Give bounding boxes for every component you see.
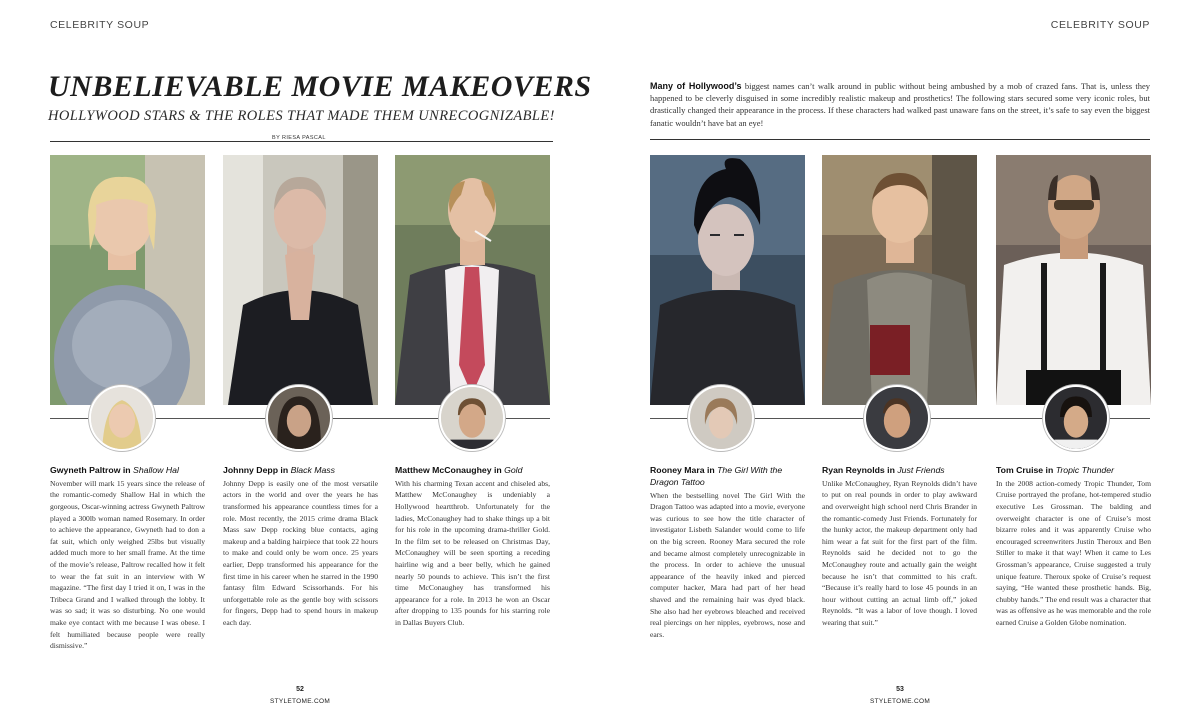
byline: BY RIESA PASCAL: [272, 135, 326, 141]
actor-name: Johnny Depp in: [223, 465, 291, 475]
page-number-right: 53: [896, 686, 904, 693]
film-title: Black Mass: [290, 465, 335, 475]
profile-johnny-depp: [223, 465, 378, 629]
profile-body: When the bestselling novel The Girl With the Dragon Tattoo was adapted into a movie, everyone was curious to see how the title character of investigator Lisbeth Salander would come to life on the big screen. Rooney Mara secured the role and became almost completely unrecognizable in the process. In order to achieve the unusual appearance of the heavily inked and pierced computer hacker, Mara had part of her head shaved and the remaining hair was dyed black. She also had her eyebrows bleached and received real piercings on her nipples, eyebrows, nose and ears.: [650, 490, 805, 639]
avatar-ryan-reynolds: [864, 385, 930, 451]
avatar-matthew-mcconaughey: [439, 385, 505, 451]
article-subtitle: HOLLYWOOD STARS & THE ROLES THAT MADE THEM UNRECOGNIZABLE!: [48, 108, 555, 124]
photo-johnny-depp: [223, 155, 378, 405]
profile-heading: [395, 465, 550, 477]
section-label-right: CELEBRITY SOUP: [1050, 19, 1150, 31]
header-rule-right: [650, 139, 1150, 140]
intro-paragraph: [650, 80, 1150, 129]
profile-body: In the 2008 action-comedy Tropic Thunder, Tom Cruise portrayed the profane, hot-tempered studio executive Les Grossman. The balding and overweight character is one of Cruise’s most bizarre roles and it was apparently Cruise who encouraged screenwriters Justin Theroux and Ben Stiller to make it that way! When it came to Les Grossman’s appearance, Cruise suggested a truly unique feature. Theroux spoke of Cruise’s request saying, “He wanted these prosthetic hands. Big, chubby hands.” The end result was a character that was as offensive as he was memorable and the role earned Cruise a Golden Globe nomination.: [996, 478, 1151, 627]
site-name-right: STYLETOME.COM: [869, 698, 931, 705]
section-label-left: CELEBRITY SOUP: [50, 19, 150, 31]
profile-body: November will mark 15 years since the release of the romantic-comedy Shallow Hal in which the gorgeous, Oscar-winning actress Gwyneth Paltrow played a 300lb woman named Rosemary. In order to achieve the appearance, Gwyneth had to don a fat suit, which only weighed 25lbs but visually added much more to her small frame. At the time of the movie’s release, Paltrow recalled how it felt to wear the fat suit in an interview with W magazine. “The first day I tried it on, I was in the Tribeca Grand and I walked through the lobby. It was so sad; it was so disturbing. No one would make eye contact with me because I was obese. I felt humiliated because people were really dismissive.”: [50, 478, 205, 651]
actor-name: Ryan Reynolds in: [822, 465, 898, 475]
photo-gwyneth-paltrow: [50, 155, 205, 405]
actor-name: Tom Cruise in: [996, 465, 1056, 475]
profile-heading: [996, 465, 1151, 477]
film-title: Tropic Thunder: [1055, 465, 1114, 475]
actor-name: Rooney Mara in: [650, 465, 718, 475]
site-name-left: STYLETOME.COM: [269, 698, 331, 705]
profile-body: Johnny Depp is easily one of the most versatile actors in the world and over the years he has transformed his appearance countless times for a role. Most recently, the 2015 crime drama Black Mass saw Depp rocking blue contacts, aging makeup and a balding hairpiece that took 22 hours to make and could only be worn once. 25 years earlier, Depp transformed his appearance for the first time in his career when he starred in the 1990 fantasy film Edward Scissorhands. For his unforgettable role as the gentle boy with scissors for fingers, Depp had to spend hours in makeup each day.: [223, 478, 378, 627]
page-number-left: 52: [296, 686, 304, 693]
avatar-rooney-mara: [688, 385, 754, 451]
photo-matthew-mcconaughey: [395, 155, 550, 405]
film-title: Gold: [504, 465, 523, 475]
actor-name: Matthew McConaughey in: [395, 465, 505, 475]
profile-tom-cruise: [996, 465, 1151, 629]
profile-body: With his charming Texan accent and chiseled abs, Matthew McConaughey is undeniably a Hollywood heartthrob. Unfortunately for the ladies, McConaughey had to shake things up a bit for his role in the upcoming drama-thriller Gold. In the film set to be released on Christmas Day, McConaughey will be seen sporting a receding hairline wig and a beer belly, which he gained nearly 50 pounds to achieve. This isn’t the first time McConaughey has transformed his appearance for a role. In 2013 he won an Oscar after dropping to 135 pounds for his starring role in Dallas Buyers Club.: [395, 478, 550, 627]
actor-name: Gwyneth Paltrow in: [50, 465, 134, 475]
profile-heading: [50, 465, 205, 477]
profile-body: Unlike McConaughey, Ryan Reynolds didn’t have to put on real pounds in order to play awkward and overweight high school nerd Chris Brander in the romantic-comedy Just Friends. Fortunately for the hunky actor, the makeup department only had him wear a fat suit for the first part of the film. Reynolds said he decided not to go the McConaughey route and actually gain the weight because he isn’t that committed to his craft. “Because it’s really hard to lose 45 pounds in an hour without cutting an actual limb off,” joked Reynolds. “It was a labor of love though. I loved wearing that suit.”: [822, 478, 977, 627]
avatar-gwyneth-paltrow: [89, 385, 155, 451]
header-rule-left: [50, 141, 553, 142]
article-title: UNBELIEVABLE MOVIE MAKEOVERS: [48, 70, 592, 103]
photo-rooney-mara: [650, 155, 805, 405]
profile-rooney-mara: [650, 465, 805, 640]
film-title: Just Friends: [897, 465, 945, 475]
profile-heading: [822, 465, 977, 477]
profile-ryan-reynolds: [822, 465, 977, 629]
avatar-tom-cruise: [1043, 385, 1109, 451]
profile-matthew-mcconaughey: [395, 465, 550, 629]
intro-text: biggest names can’t walk around in public without being ambushed by a mob of crazed fans. That is, unless they happened to be cleverly disguised in some incredibly realistic makeup and prosthetics! The following stars secured some very iconic roles, but drastically changed their appearance in the process. If these characters had walked past unaware fans on the street, it’s safe to say even the biggest fanatic wouldn’t have bat an eye!: [650, 81, 1151, 128]
profile-gwyneth-paltrow: [50, 465, 205, 652]
film-title: The Girl With the Dragon Tattoo: [650, 465, 783, 487]
avatar-johnny-depp: [266, 385, 332, 451]
intro-lead: Many of Hollywood’s: [650, 81, 742, 91]
photo-ryan-reynolds: [822, 155, 977, 405]
photo-tom-cruise: [996, 155, 1151, 405]
film-title: Shallow Hal: [133, 465, 179, 475]
profile-heading: [650, 465, 805, 489]
profile-heading: [223, 465, 378, 477]
